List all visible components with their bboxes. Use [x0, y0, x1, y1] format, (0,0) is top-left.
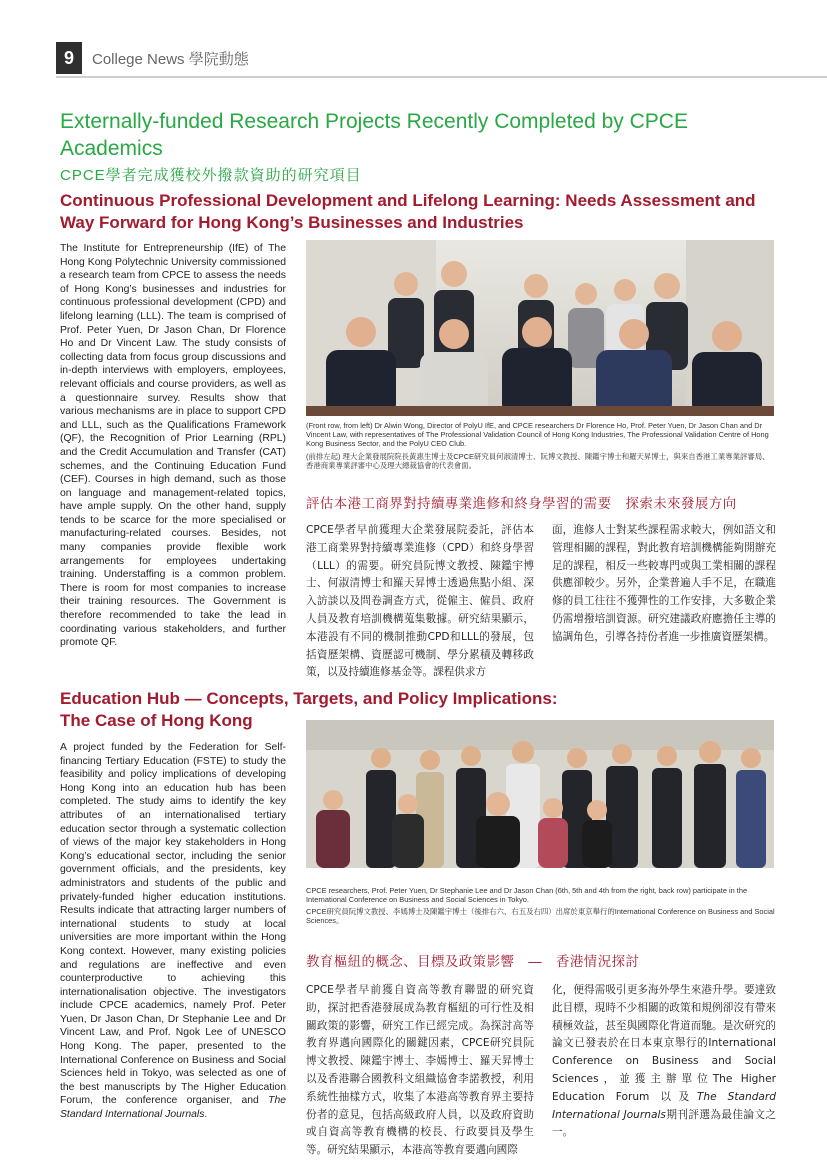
- section1-title: Continuous Professional Development and Lifelong Learning: Needs Assessment and Way Forward for Hong Kong’s Businesses and Industries: [60, 191, 756, 232]
- section1-caption-zh: (前排左起) 理大企業發展院院長黃惠生博士及CPCE研究員何淑清博士、阮博文教授、陳鑑宇博士和羅天昇博士，與來自香港工業專業評審局、香港商業專業評審中心及理大總裁協會的代表會面。: [306, 452, 770, 471]
- section2-body-text: A project funded by the Federation for Self-financing Tertiary Education (FSTE) to study the feasibility and policy implications of developing Hong Kong into an education hub has been completed. The study aims to identify the key attributes of an internationalised tertiary education sector through a systematic collection of views of the major key stakeholders in Hong Kong’s educational sector, including the senior government officials, and the presidents, key administrators and students of the public and privately-funded higher education institutions. Results indicate that attracting larger numbers of international students to study at local universities are more important within the Hong Kong context. However, many existing policies and regulations are ineffective and even counterproductive to achieving this internationalisation objective. The investigators include CPCE academics, namely Prof. Peter Yuen, Dr Jason Chan, Dr Stephanie Lee and Dr Vincent Law, and Prof. Ngok Lee of UNESCO Hong Kong. The paper, presented to the International Conference on Business and Social Sciences held in Tokyo, was selected as one of the best manuscripts by The Higher Education Forum, the conference organiser, and: [60, 742, 286, 1107]
- section1-caption-en: (Front row, from left) Dr Alwin Wong, Director of PolyU IfE, and CPCE researchers Dr Florence Ho, Prof. Peter Yuen, Dr Jason Chan and Dr Vincent Law, with representatives of The Professional Validation Council of Hong Kong Industries, The Professional Validation Centre of Hong Kong Business Sector, and the PolyU CEO Club.: [306, 421, 769, 449]
- section1-zh-title: 評估本港工商界對持續專業進修和終身學習的需要 探索未來發展方向: [306, 496, 737, 511]
- section-label: College News 學院動態: [92, 51, 249, 68]
- section1-zh-body-col1: CPCE學者早前獲理大企業發展院委託，評估本港工商業界對持續專業進修（CPD）和終身學習（LLL）的需要。研究員阮博文教授、陳鑑宇博士、何淑清博士和羅天昇博士透過焦點小組、深入訪談以及問卷調查方式，從僱主、僱員、政府人員及教育培訓機構蒐集數據。研究結果顯示，本港設有不同的機制推動CPD和LLL的發展，包括資歷架構、資歷認可機制、學分累積及轉移政策，以及持續進修基金等。課程供求方: [306, 524, 534, 679]
- page-header: [56, 40, 827, 76]
- section2-zh-body-end: 期刊評選為最佳論文之一。: [552, 1108, 777, 1139]
- section2-body: [60, 741, 286, 1122]
- section2-journal-name: The Standard International Journals: [60, 1095, 286, 1121]
- section2-caption-en: CPCE researchers, Prof. Peter Yuen, Dr Stephanie Lee and Dr Jason Chan (6th, 5th and 4th from the right, back row) participate in the International Conference on Business and Social Sciences in Tokyo.: [306, 886, 748, 905]
- page-number: 9: [56, 42, 82, 74]
- section2-zh-body-col2: [552, 982, 776, 1142]
- section1-group-photo: [306, 240, 774, 416]
- article-title-zh: CPCE學者完成獲校外撥款資助的研究項目: [60, 167, 362, 184]
- section1-zh-body-col2: 面，進修人士對某些課程需求較大，例如語文和管理相關的課程，對此教育培訓機構能夠開辦充足的課程，相反一些較專門或與工業相關的課程供應卻較少。另外，企業普遍人手不足，在職進修的員工往往不獲彈性的工作安排，大多數企業仍需增撥培訓資源。研究建議政府應擔任主導的協調角色，引導各持份者進一步推廣資歷架構。: [552, 524, 776, 643]
- section2-body-end: .: [204, 1109, 208, 1121]
- section2-zh-journal-name: The Standard International Journals: [552, 1090, 777, 1121]
- section1-body: The Institute for Entrepreneurship (IfE) of The Hong Kong Polytechnic University commissioned a research team from CPCE to assess the needs of Hong Kong’s businesses and industries for continuous professional development (CPD) and lifelong learning (LLL). The team is comprised of Prof. Peter Yuen, Dr Jason Chan, Dr Florence Ho and Dr Vincent Law. The study consists of collecting data from focus group discussions and in-depth interviews with employers, employees, relevant officials and course providers, as well as a questionnaire survey. Results show that various mechanisms are in place to support CPD and LLL, such as the Qualifications Framework (QF), the Recognition of Prior Learning (RPL) and the Credit Accumulation and Transfer (CAT) schemes, and the Continuing Education Fund (CEF). Courses in high demand, such as those on language and management-related topics, have ample supply. On the other hand, supply tends to be scarce for the more specialised or manufacturing-related courses. Besides, not many companies provide flexible work arrangements for employees undertaking training. Understaffing is a common problem. There is room for most companies to increase their training resources. The Government is therefore recommended to take the lead in coordinating various stakeholders, and further promote QF.: [60, 243, 286, 649]
- section2-zh-body-text: 化，便得需吸引更多海外學生來港升學。要達致此目標，現時不少相關的政策和規例卻沒有帶來積極效益，甚至與國際化背道而馳。是次研究的論文已發表於在日本東京舉行的International Conference on Business and Social Sciences，並獲主辦單位The Higher Education Forum 以及: [552, 984, 776, 1103]
- section2-group-photo: [306, 720, 774, 868]
- header-divider: [56, 76, 827, 78]
- section2-zh-title: 教育樞紐的概念、目標及政策影響 — 香港情況探討: [306, 954, 640, 969]
- section2-title: Education Hub — Concepts, Targets, and Policy Implications: The Case of Hong Kong: [60, 689, 558, 730]
- article-title: Externally-funded Research Projects Recently Completed by CPCE Academics: [60, 110, 688, 160]
- section2-caption-zh: CPCE研究員阮博文教授、李嫣博士及陳鑑宇博士（後排右六、右五及右四）出席於東京舉行的International Conference on Business and Social Sciences。: [306, 907, 775, 926]
- section2-zh-body-col1: CPCE學者早前獲自資高等教育聯盟的研究資助，探討把香港發展成為教育樞紐的可行性及相關政策的影響，研究工作已經完成。為探討高等教育界邁向國際化的關鍵因素，CPCE研究員阮博文教授、陳鑑宇博士、李嫣博士、羅天昇博士以及香港聯合國教科文組織協會李諾教授，利用系統性抽樣方式，收集了本港高等教育界主要持份者的意見，包括高級政府人員，以及政府資助或自資高等教育機構的校長、行政要員及學生等。研究結果顯示，本港高等教育要邁向國際: [306, 984, 534, 1157]
